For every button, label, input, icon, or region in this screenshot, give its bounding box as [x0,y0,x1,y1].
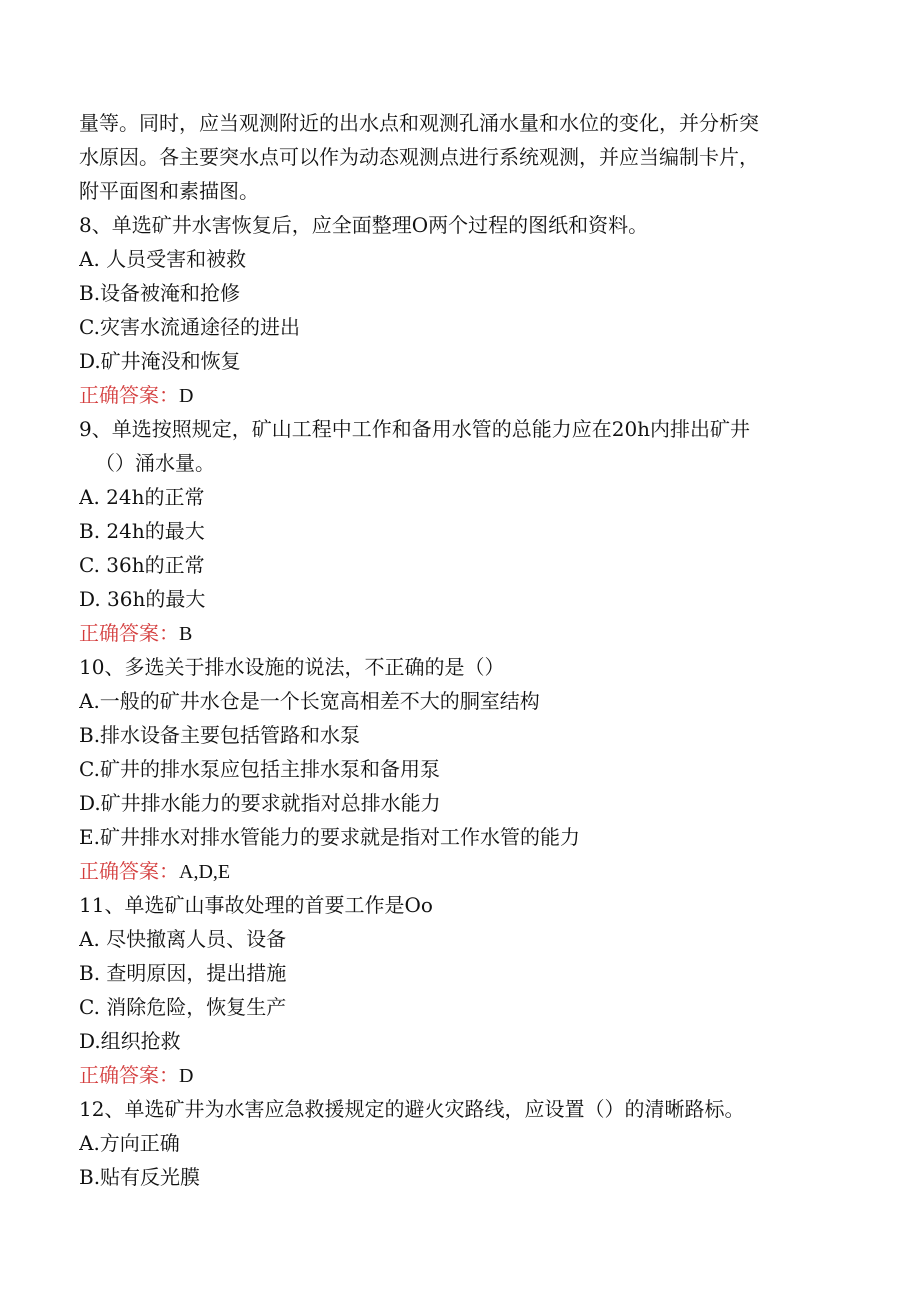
option-a: A. 尽快撤离人员、设备 [79,927,287,951]
answer-label: 正确答案： [79,859,179,883]
question-9 [79,412,814,650]
intro-line: 附平面图和素描图。 [79,179,259,203]
intro-line: 量等。同时，应当观测附近的出水点和观测孔涌水量和水位的变化，并分析突 [79,111,759,135]
option-a: A.一般的矿井水仓是一个长宽高相差不大的胴室结构 [79,689,540,713]
option-a: A. 人员受害和被救 [79,247,247,271]
question-stem: 8、单选矿井水害恢复后，应全面整理O两个过程的图纸和资料。 [79,213,649,237]
intro-paragraph [79,106,814,208]
option-d: D.组织抢救 [79,1029,181,1053]
answer-value: D [179,385,194,407]
option-b: B. 24h的最大 [79,519,205,543]
question-10 [79,650,814,888]
question-stem: 12、单选矿井为水害应急救援规定的避火灾路线，应设置（）的清晰路标。 [79,1097,745,1121]
question-12 [79,1092,814,1194]
option-b: B. 查明原因，提出措施 [79,961,287,985]
answer-label: 正确答案： [79,621,179,645]
option-d: D. 36h的最大 [79,587,206,611]
question-stem-continuation: （）涌水量。 [95,451,215,475]
question-stem: 11、单选矿山事故处理的首要工作是Oo [79,893,433,917]
option-b: B.贴有反光膜 [79,1165,201,1189]
option-c: C.矿井的排水泵应包括主排水泵和备用泵 [79,757,440,781]
option-e: E.矿井排水对排水管能力的要求就是指对工作水管的能力 [79,825,580,849]
option-b: B.设备被淹和抢修 [79,281,241,305]
answer-line [79,616,814,650]
option-a: A.方向正确 [79,1131,180,1155]
answer-line [79,854,814,888]
option-c: C.灾害水流通途径的进出 [79,315,300,339]
intro-line: 水原因。各主要突水点可以作为动态观测点进行系统观测，并应当编制卡片， [79,145,759,169]
answer-line [79,378,814,412]
option-b: B.排水设备主要包括管路和水泵 [79,723,361,747]
answer-value: B [179,623,193,645]
question-stem: 10、多选关于排水设施的说法，不正确的是（） [79,655,505,679]
answer-line [79,1058,814,1092]
option-a: A. 24h的正常 [79,485,205,509]
question-8 [79,208,814,412]
document-body [79,106,814,1194]
answer-value: A,D,E [179,861,231,883]
option-c: C. 消除危险，恢复生产 [79,995,287,1019]
answer-label: 正确答案： [79,383,179,407]
option-d: D.矿井淹没和恢复 [79,349,241,373]
answer-label: 正确答案： [79,1063,179,1087]
answer-value: D [179,1065,194,1087]
question-stem: 9、单选按照规定，矿山工程中工作和备用水管的总能力应在20h内排出矿井 [79,417,751,441]
option-d: D.矿井排水能力的要求就指对总排水能力 [79,791,441,815]
option-c: C. 36h的正常 [79,553,205,577]
question-11 [79,888,814,1092]
